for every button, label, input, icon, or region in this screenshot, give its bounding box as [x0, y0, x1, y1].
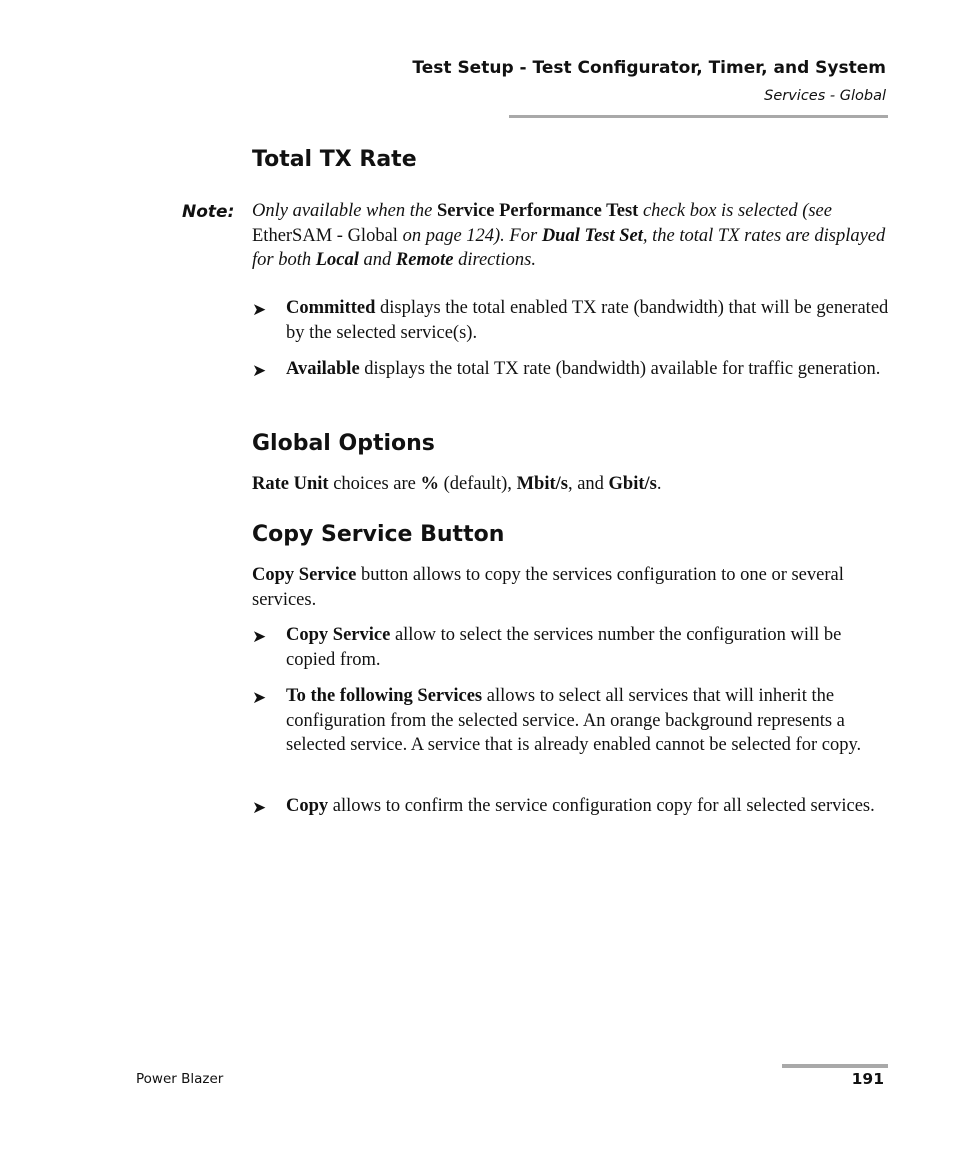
page-number: 191 [851, 1070, 884, 1088]
heading-copy-service-button: Copy Service Button [252, 522, 505, 547]
list-item: ➤ To the following Services allows to select all services that will inherit the configuration from the selected service. An orange background represents a selected service. A service that is already enabled cannot be selected for copy. [252, 686, 862, 755]
header-rule [509, 115, 888, 118]
heading-total-tx-rate: Total TX Rate [252, 147, 417, 172]
list-item: ➤ Copy Service allow to select the services number the configuration will be copied from. [252, 625, 842, 670]
bullet-arrow-icon: ➤ [252, 688, 267, 707]
note-label: Note: [182, 202, 235, 222]
bullet-arrow-icon: ➤ [252, 627, 267, 646]
copy-service-intro: Copy Service button allows to copy the services configuration to one or several services. [252, 565, 844, 610]
list-item: ➤ Copy allows to confirm the service configuration copy for all selected services. [252, 794, 892, 819]
footer-product-name: Power Blazer [136, 1071, 224, 1087]
cross-reference-link[interactable]: EtherSAM - Global [252, 225, 398, 246]
running-header-title: Test Setup - Test Configurator, Timer, and System [412, 58, 886, 78]
footer-rule [782, 1064, 888, 1068]
running-header-subtitle: Services - Global [764, 88, 886, 104]
heading-global-options: Global Options [252, 431, 435, 456]
bullet-arrow-icon: ➤ [252, 361, 267, 380]
rate-unit-paragraph: Rate Unit choices are % (default), Mbit/s, and Gbit/s. [252, 474, 662, 494]
list-item: ➤ Committed displays the total enabled TX rate (bandwidth) that will be generated by the selected service(s). [252, 298, 889, 343]
bullet-arrow-icon: ➤ [252, 300, 267, 319]
note-text: Only available when the Service Performance Test check box is selected (see EtherSAM - Global on page 124). For Dual Test Set, the total TX rates are displayed for both Local and Remote directions. [252, 201, 886, 270]
bullet-arrow-icon: ➤ [252, 798, 267, 817]
list-item: ➤ Available displays the total TX rate (bandwidth) available for traffic generation. [252, 357, 892, 382]
